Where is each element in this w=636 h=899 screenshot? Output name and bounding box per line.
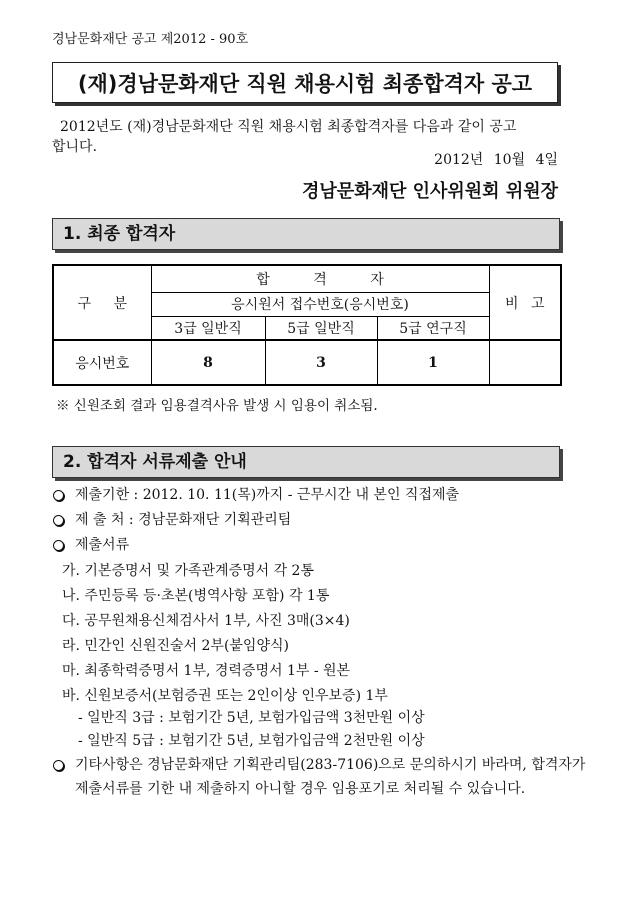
column-header: 5급 일반직	[265, 316, 377, 340]
announcement-date: 2012년 10월 4일	[434, 152, 558, 168]
section-1-heading: 1. 최종 합격자	[63, 224, 176, 244]
section-2-heading: 2. 합격자 서류제출 안내	[63, 452, 247, 472]
section-2-heading-box	[52, 446, 560, 478]
table-cell: 1	[377, 340, 489, 385]
column-header: 3급 일반직	[151, 316, 265, 340]
guarantee-detail: - 일반직 5급 : 보험기간 5년, 보험가입금액 2천만원 이상	[78, 733, 425, 749]
table-cell: 8	[151, 340, 265, 385]
category-header: 구 분	[53, 265, 151, 340]
table-header-row	[53, 265, 561, 292]
table-cell: 3	[265, 340, 377, 385]
other-info-continuation: 제출서류를 기한 내 제출하지 아니할 경우 임용포기로 처리될 수 있습니다.	[75, 781, 526, 797]
other-info-text: 기타사항은 경남문화재단 기획관리팀(283-7106)으로 문의하시기 바라며, 합격자가	[75, 757, 586, 773]
submit-to-text: 제 출 처 : 경남문화재단 기획관리팀	[75, 512, 292, 528]
document-item: 마. 최종학력증명서 1부, 경력증명서 1부 - 원본	[62, 663, 351, 679]
documents-label: 제출서류	[75, 537, 130, 553]
document-number: 경남문화재단 공고 제2012 - 90호	[52, 32, 249, 47]
intro-line: 2012년도 (재)경남문화재단 직원 채용시험 최종합격자를 다음과 같이 공고	[60, 119, 517, 135]
column-header: 5급 연구직	[377, 316, 489, 340]
document-item: 다. 공무원채용신체검사서 1부, 사진 3매(3×4)	[62, 613, 350, 629]
passers-header: 합 격 자	[151, 265, 489, 292]
document-item: 나. 주민등록 등·초본(병역사항 포함) 각 1통	[62, 588, 330, 604]
circle-bullet-icon	[53, 490, 64, 501]
intro-line: 합니다.	[52, 139, 98, 155]
remarks-cell	[489, 340, 561, 385]
circle-bullet-icon	[53, 515, 64, 526]
table-note: ※ 신원조회 결과 임용결격사유 발생 시 임용이 취소됨.	[56, 398, 378, 414]
signatory: 경남문화재단 인사위원회 위원장	[302, 181, 558, 202]
guarantee-detail: - 일반직 3급 : 보험기간 5년, 보험가입금액 3천만원 이상	[78, 710, 425, 726]
result-table	[52, 264, 562, 386]
section-1-heading-box	[52, 218, 560, 250]
circle-bullet-icon	[53, 540, 64, 551]
circle-bullet-icon	[53, 760, 64, 771]
application-number-header: 응시원서 접수번호(응시번호)	[151, 292, 489, 316]
document-item: 라. 민간인 신원진술서 2부(붙임양식)	[62, 638, 289, 654]
deadline-text: 제출기한 : 2012. 10. 11(목)까지 - 근무시간 내 본인 직접제출	[75, 487, 460, 503]
remarks-header: 비 고	[489, 265, 561, 340]
title-box	[52, 62, 558, 103]
document-item: 가. 기본증명서 및 가족관계증명서 각 2통	[62, 563, 314, 579]
row-label: 응시번호	[53, 340, 151, 385]
table-row	[53, 340, 561, 385]
page-title: (재)경남문화재단 직원 채용시험 최종합격자 공고	[77, 71, 533, 96]
document-item: 바. 신원보증서(보험증권 또는 2인이상 인우보증) 1부	[62, 688, 388, 704]
